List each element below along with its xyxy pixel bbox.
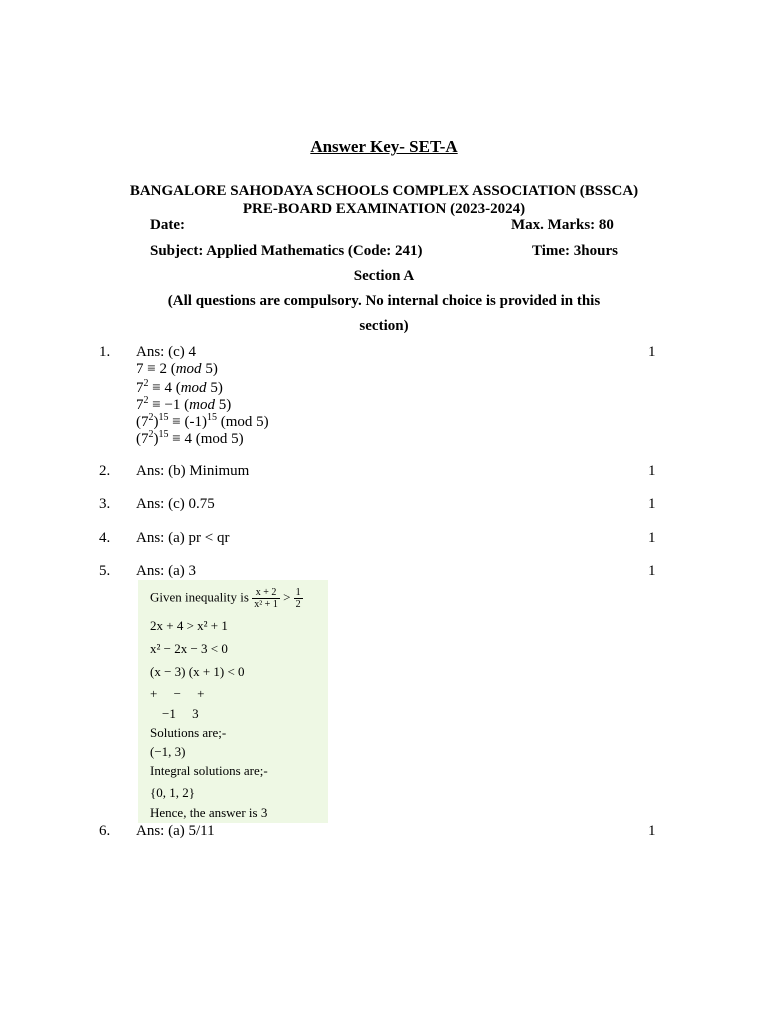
question-answer: Ans: (a) pr < qr	[136, 530, 230, 546]
question-marks: 1	[648, 463, 656, 479]
instructions-line-1: (All questions are compulsory. No internal choice is provided in this	[167, 293, 601, 309]
time-line: Time: 3hours	[532, 243, 618, 259]
association-name: BANGALORE SAHODAYA SCHOOLS COMPLEX ASSOCIATION (BSSCA)	[129, 183, 639, 199]
question-number: 4.	[99, 530, 111, 546]
q1-working-line: $7^2 \equiv 4$ (mod 5)	[136, 378, 223, 396]
question-number: 6.	[99, 823, 111, 839]
question-marks: 1	[648, 823, 656, 839]
q1-working-line: $7^2 \equiv -1$ (mod 5)	[136, 395, 232, 413]
question-marks: 1	[648, 563, 656, 579]
solution-step: (x − 3) (x + 1) < 0	[150, 664, 245, 679]
solution-conclusion: Hence, the answer is 3	[150, 805, 268, 820]
solution-roots: −1 3	[162, 706, 199, 721]
section-heading: Section A	[353, 268, 415, 284]
question-marks: 1	[648, 496, 656, 512]
question-answer: Ans: (a) 5/11	[136, 823, 215, 839]
question-answer: Ans: (b) Minimum	[136, 463, 250, 479]
question-marks: 1	[648, 530, 656, 546]
question-answer: Ans: (a) 3	[136, 563, 196, 579]
subject-line: Subject: Applied Mathematics (Code: 241)	[150, 243, 423, 259]
question-answer: Ans: (c) 0.75	[136, 496, 215, 512]
question-number: 5.	[99, 563, 111, 579]
q1-working-line: $(7^2)^{15} \equiv (-1)^{15}$ (mod 5)	[136, 412, 269, 430]
max-marks: Max. Marks: 80	[511, 217, 614, 233]
solution-step: x² − 2x − 3 < 0	[150, 641, 228, 656]
solution-interval: (−1, 3)	[150, 744, 186, 759]
question-number: 2.	[99, 463, 111, 479]
solution-label: Solutions are;-	[150, 725, 227, 740]
exam-name: PRE-BOARD EXAMINATION (2023-2024)	[242, 201, 526, 217]
question-number: 1.	[99, 344, 111, 360]
instructions-line-2: section)	[359, 318, 409, 334]
q1-working-line: 7 ≡ 2 (mod 5)	[136, 361, 218, 377]
solution-step: 2x + 4 > x² + 1	[150, 618, 228, 633]
solution-label: Integral solutions are;-	[150, 763, 268, 778]
solution-signs: + − +	[150, 686, 205, 701]
date-label: Date:	[150, 217, 185, 233]
solution-set: {0, 1, 2}	[150, 785, 195, 800]
fraction: $\frac{1}{2}$	[295, 587, 301, 610]
fraction: $\frac{x + 2}{\text{x² + 1}}$	[254, 587, 278, 610]
page-title: Answer Key- SET-A	[310, 137, 458, 156]
question-number: 3.	[99, 496, 111, 512]
solution-given-line: Given inequality is $\frac{x + 2}{\text{x² + 1}}$ > $\frac{1}{2}$	[150, 587, 301, 610]
question-answer: Ans: (c) 4	[136, 344, 196, 360]
q1-working-line: $(7^2)^{15} \equiv 4$ (mod 5)	[136, 429, 244, 447]
q5-solution-box	[138, 580, 328, 823]
question-marks: 1	[648, 344, 656, 360]
